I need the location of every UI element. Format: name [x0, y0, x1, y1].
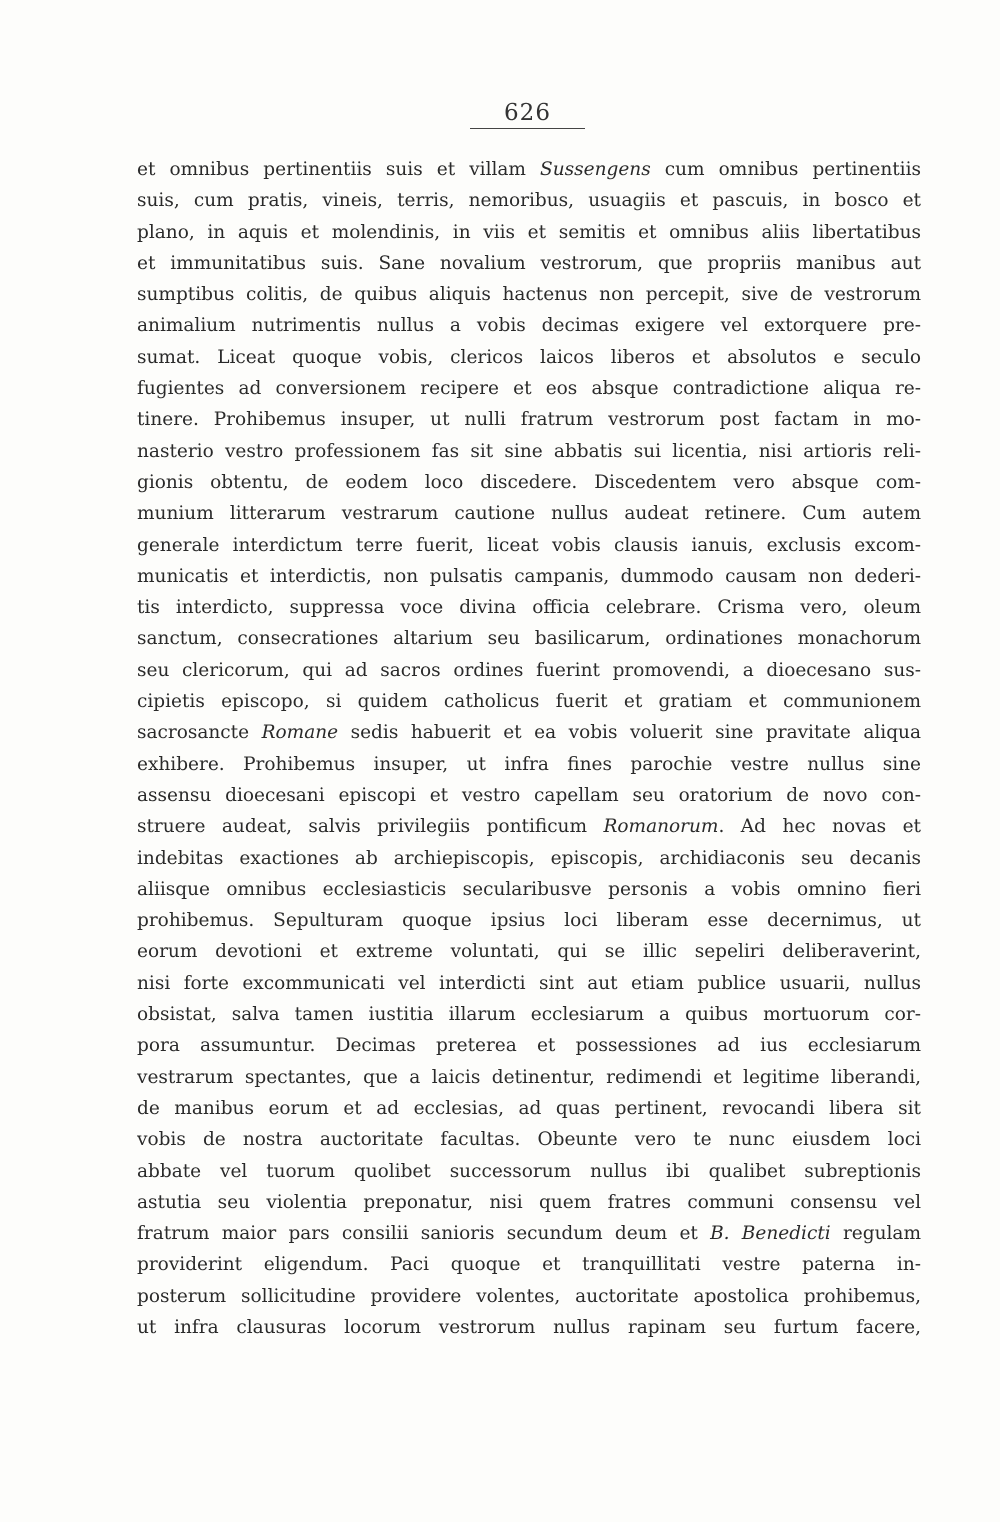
- text-line: sumptibus colitis, de quibus aliquis hactenus non percepit, sive de vestrorum: [137, 284, 921, 306]
- text-line: fratrum maior pars consilii sanioris secundum deum et B. Benedicti regulam: [137, 1223, 921, 1245]
- text-line: suis, cum pratis, vineis, terris, nemoribus, usuagiis et pascuis, in bosco et: [137, 190, 921, 212]
- text-line: obsistat, salva tamen iustitia illarum ecclesiarum a quibus mortuorum cor-: [137, 1004, 921, 1026]
- text-line: generale interdictum terre fuerit, liceat vobis clausis ianuis, exclusis excom-: [137, 534, 921, 556]
- text-line: et omnibus pertinentiis suis et villam Sussengens cum omnibus pertinentiis: [137, 159, 921, 180]
- text-line: nisi forte excommunicati vel interdicti sint aut etiam publice usuarii, nullus: [137, 972, 921, 994]
- text-line: aliisque omnibus ecclesiasticis secularibusve personis a vobis omnino fieri: [137, 878, 921, 900]
- text-line: ut infra clausuras locorum vestrorum nullus rapinam seu furtum facere,: [137, 1316, 921, 1338]
- text-line: tis interdicto, suppressa voce divina officia celebrare. Crisma vero, oleum: [137, 597, 921, 619]
- text-line: pora assumuntur. Decimas preterea et possessiones ad ius ecclesiarum: [137, 1035, 921, 1057]
- text-line: struere audeat, salvis privilegiis pontificum Romanorum. Ad hec novas et: [137, 816, 921, 838]
- text-line: cipietis episcopo, si quidem catholicus fuerit et gratiam et communionem: [137, 691, 921, 713]
- body-text: [137, 154, 921, 1343]
- text-line: animalium nutrimentis nullus a vobis decimas exigere vel extorquere pre-: [137, 315, 921, 337]
- text-line: vobis de nostra auctoritate facultas. Obeunte vero te nunc eiusdem loci: [137, 1129, 921, 1151]
- page-number-rule: [470, 128, 585, 129]
- text-line: assensu dioecesani episcopi et vestro capellam seu oratorium de novo con-: [137, 784, 921, 806]
- text-line: indebitas exactiones ab archiepiscopis, episcopis, archidiaconis seu decanis: [137, 847, 921, 869]
- text-line: seu clericorum, qui ad sacros ordines fuerint promovendi, a dioecesano sus-: [137, 659, 921, 681]
- text-line: gionis obtentu, de eodem loco discedere. Discedentem vero absque com-: [137, 471, 921, 493]
- text-line: tinere. Prohibemus insuper, ut nulli fratrum vestrorum post factam in mo-: [137, 409, 921, 431]
- text-line: de manibus eorum et ad ecclesias, ad quas pertinent, revocandi libera sit: [137, 1097, 921, 1119]
- text-line: nasterio vestro professionem fas sit sine abbatis sui licentia, nisi artioris reli-: [137, 440, 921, 462]
- text-line: sanctum, consecrationes altarium seu basilicarum, ordinationes monachorum: [137, 628, 921, 650]
- text-line: sacrosancte Romane sedis habuerit et ea vobis voluerit sine pravitate aliqua: [137, 722, 921, 744]
- text-line: providerint eligendum. Paci quoque et tranquillitati vestre paterna in-: [137, 1254, 921, 1276]
- text-line: municatis et interdictis, non pulsatis campanis, dummodo causam non dederi-: [137, 565, 921, 587]
- text-line: plano, in aquis et molendinis, in viis et semitis et omnibus aliis libertatibus: [137, 221, 921, 243]
- text-line: abbate vel tuorum quolibet successorum nullus ibi qualibet subreptionis: [137, 1160, 921, 1182]
- text-line: sumat. Liceat quoque vobis, clericos laicos liberos et absolutos e seculo: [137, 346, 921, 368]
- text-line: eorum devotioni et extreme voluntati, qui se illic sepeliri deliberaverint,: [137, 941, 921, 963]
- text-line: fugientes ad conversionem recipere et eos absque contradictione aliqua re-: [137, 378, 921, 400]
- text-line: astutia seu violentia preponatur, nisi quem fratres communi consensu vel: [137, 1191, 921, 1213]
- text-line: munium litterarum vestrarum cautione nullus audeat retinere. Cum autem: [137, 503, 921, 525]
- text-line: posterum sollicitudine providere volentes, auctoritate apostolica prohibemus,: [137, 1285, 921, 1307]
- page-number: 626: [504, 100, 551, 126]
- text-line: et immunitatibus suis. Sane novalium vestrorum, que propriis manibus aut: [137, 252, 921, 274]
- text-line: prohibemus. Sepulturam quoque ipsius loci liberam esse decernimus, ut: [137, 910, 921, 932]
- text-line: exhibere. Prohibemus insuper, ut infra fines parochie vestre nullus sine: [137, 753, 921, 775]
- text-line: vestrarum spectantes, que a laicis detinentur, redimendi et legitime liberandi,: [137, 1066, 921, 1088]
